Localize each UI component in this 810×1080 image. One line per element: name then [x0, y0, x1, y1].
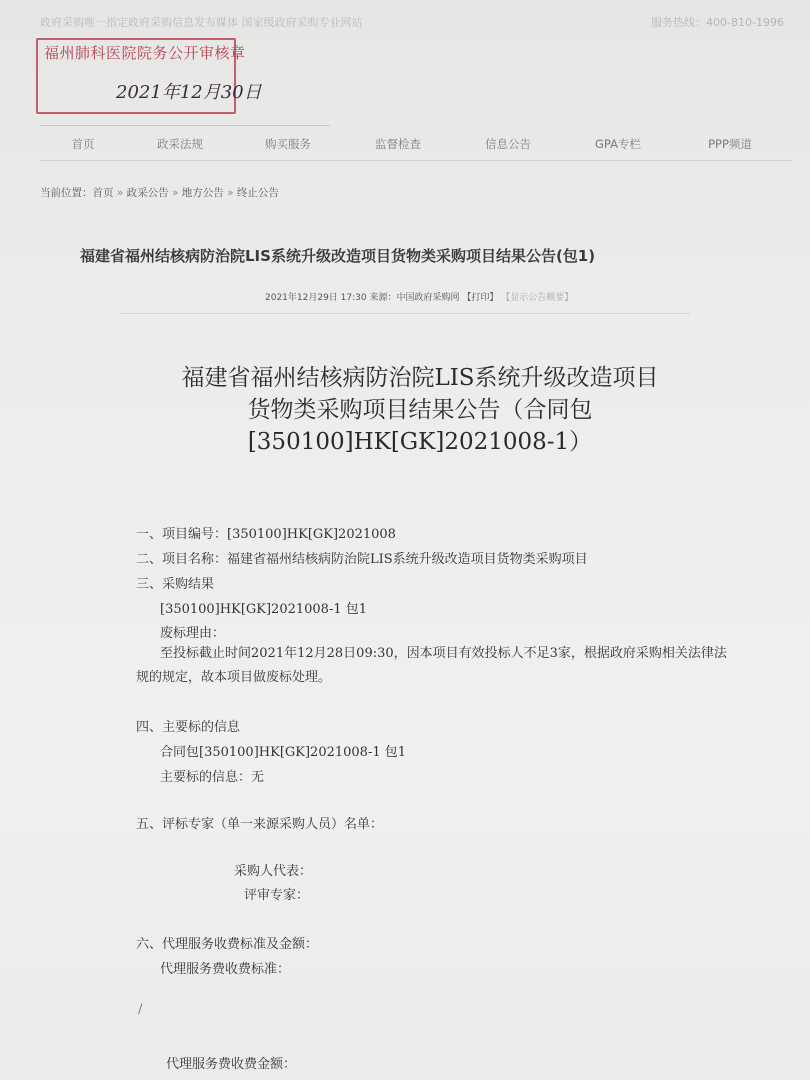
document-heading-line: 货物类采购项目结果公告（合同包 [247, 397, 593, 423]
review-experts: 评审专家： [244, 888, 310, 903]
nav-item-announcements[interactable]: 信息公告 [485, 137, 531, 151]
print-link[interactable]: 【打印】 [462, 293, 499, 303]
main-items-package: 合同包[350100]HK[GK]2021008-1 包1 [160, 745, 407, 760]
nav-item-services[interactable]: 购买服务 [265, 137, 311, 151]
section-result-heading: 三、采购结果 [136, 577, 215, 592]
publish-date: 2021年12月29日 17:30 [265, 293, 367, 303]
document-heading-line: [350100]HK[GK]2021008-1） [247, 429, 593, 455]
breadcrumb-prefix: 当前位置： [40, 187, 93, 199]
section-main-items-heading: 四、主要标的信息 [136, 720, 241, 735]
site-tagline: 政府采购唯一指定政府采购信息发布媒体 国家级政府采购专业网站 [40, 16, 363, 29]
breadcrumb-link-notices[interactable]: 政采公告 [126, 187, 169, 199]
breadcrumb-link-local[interactable]: 地方公告 [181, 187, 224, 199]
breadcrumb-separator: » [227, 187, 234, 199]
result-package: [350100]HK[GK]2021008-1 包1 [160, 602, 368, 617]
breadcrumb [40, 185, 279, 200]
breadcrumb-link-home[interactable]: 首页 [92, 187, 114, 199]
reason-label: 废标理由： [160, 626, 226, 641]
nav-top-divider [40, 125, 330, 126]
summary-link[interactable]: 【显示公告概要】 [501, 293, 574, 303]
nav-item-regulations[interactable]: 政采法规 [157, 137, 203, 151]
nav-item-home[interactable]: 首页 [71, 137, 95, 151]
stamp-handwritten-date: 2021年12月30日 [116, 82, 262, 103]
document-heading-line: 福建省福州结核病防治院LIS系统升级改造项目 [181, 365, 659, 391]
section-experts-heading: 五、评标专家（单一来源采购人员）名单： [136, 817, 384, 832]
agency-fee-amount: 代理服务费收费金额： [166, 1057, 297, 1072]
reason-text: 至投标截止时间2021年12月28日09:30，因本项目有效投标人不足3家，根据政府采购相关法律法规的规定，故本项目做废标处理。 [136, 646, 727, 685]
section-project-name: 二、项目名称：福建省福州结核病防治院LIS系统升级改造项目货物类采购项目 [136, 552, 588, 567]
stamp-text: 福州肺科医院院务公开审核章 [44, 44, 246, 62]
purchaser-representative: 采购人代表： [234, 864, 313, 879]
nav-divider [40, 160, 792, 161]
fee-slash-mark: / [138, 1002, 143, 1017]
nav-item-supervision[interactable]: 监督检查 [375, 137, 421, 151]
review-stamp [36, 38, 262, 114]
breadcrumb-separator: » [116, 187, 124, 199]
nav-item-ppp[interactable]: PPP频道 [708, 137, 752, 151]
nav-item-gpa[interactable]: GPA专栏 [595, 137, 641, 151]
section-project-number: 一、项目编号：[350100]HK[GK]2021008 [136, 527, 396, 542]
article-title: 福建省福州结核病防治院LIS系统升级改造项目货物类采购项目结果公告(包1) [80, 247, 596, 265]
document-heading [130, 362, 710, 458]
main-nav [40, 132, 792, 158]
breadcrumb-separator: » [171, 187, 179, 199]
breadcrumb-link-termination[interactable]: 终止公告 [236, 187, 279, 199]
service-hotline: 服务热线：400-810-1996 [651, 16, 784, 29]
agency-fee-standard: 代理服务费收费标准： [160, 962, 291, 977]
article-source: 来源：中国政府采购网 [369, 293, 460, 303]
article-meta [265, 290, 573, 303]
meta-divider [120, 313, 690, 314]
main-items-info: 主要标的信息：无 [160, 770, 265, 785]
section-agency-fee-heading: 六、代理服务收费标准及金额： [136, 937, 319, 952]
